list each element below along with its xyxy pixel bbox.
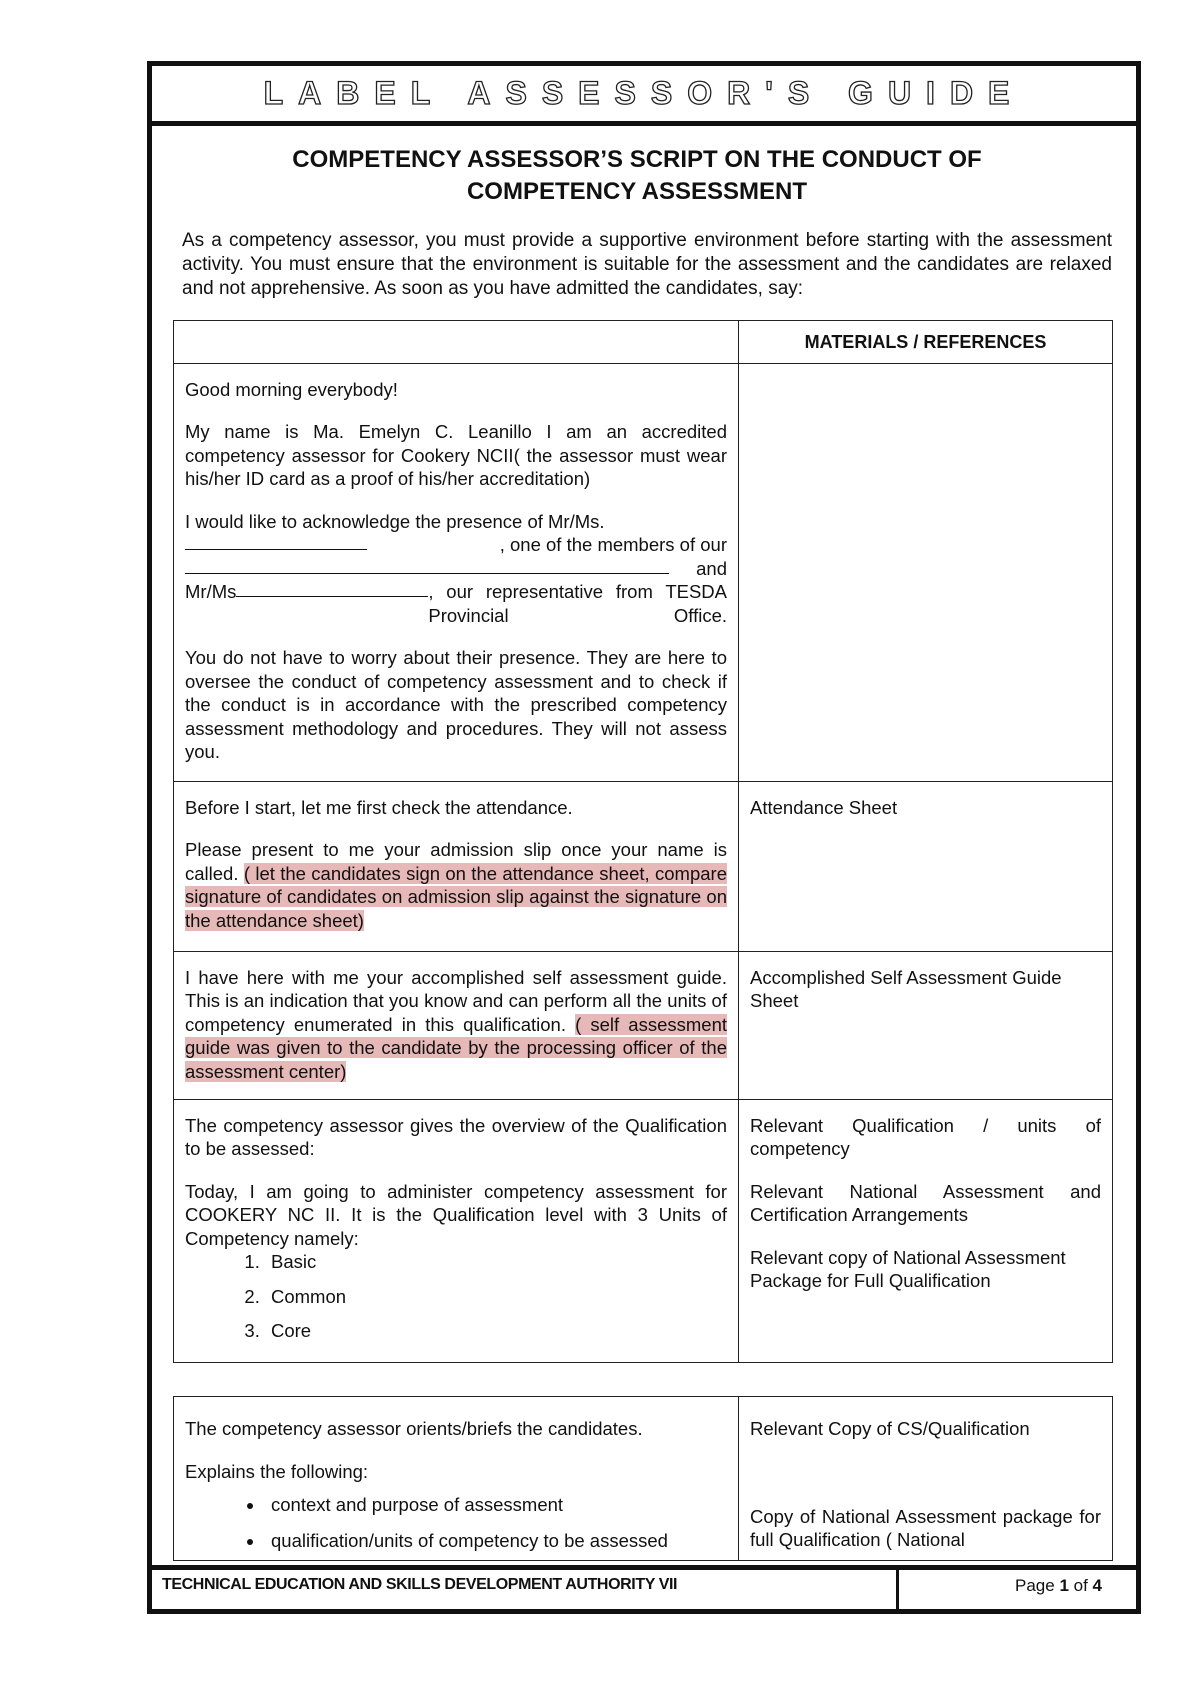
script-cell bbox=[174, 1397, 739, 1561]
intro-paragraph: As a competency assessor, you must provide a supportive environment before starting with the assessment activity. You must ensure that the environment is suitable for the assessment and the candidates are relaxed and not apprehensive. As soon as you have admitted the candidates, say: bbox=[182, 230, 1112, 299]
table-row bbox=[174, 951, 1113, 1099]
page-number: Page 1 of 4 bbox=[1015, 1576, 1102, 1595]
overview-text: The competency assessor gives the overview of the Qualification to be assessed: bbox=[185, 1114, 727, 1159]
greeting-text: Good morning everybody! bbox=[185, 378, 398, 400]
qualification-text: Today, I am going to administer competency assessment for COOKERY NC II. It is the Qualification level with 3 Units of Competency namely: bbox=[185, 1180, 727, 1249]
acknowledge-text: I would like to acknowledge the presence of Mr/Ms. , one of the members of our and Mr/Ms , our representative from TESDA Provincial Office. bbox=[185, 510, 727, 626]
table-row bbox=[174, 1397, 1113, 1561]
introduction-text: My name is Ma. Emelyn C. Leanillo I am an accredited competency assessor for Cookery NCII( the assessor must wear his/her ID card as a proof of his/her accreditation) bbox=[185, 421, 727, 489]
table-row bbox=[174, 1099, 1113, 1362]
script-cell bbox=[174, 951, 739, 1099]
header-band bbox=[152, 66, 1136, 126]
materials-cell bbox=[739, 781, 1113, 951]
table-row bbox=[174, 363, 1113, 781]
material-nap: Relevant copy of National Assessment Package for Full Qualification bbox=[750, 1246, 1066, 1291]
blank-line bbox=[185, 557, 669, 574]
list-item: 3. Core bbox=[265, 1319, 727, 1343]
materials-cell bbox=[739, 363, 1113, 781]
list-item: 2. Common bbox=[265, 1285, 727, 1309]
briefing-table bbox=[173, 1396, 1113, 1561]
assessor-note-highlight: ( let the candidates sign on the attendance sheet, compare signature of candidates on admission slip against the signature on the attendance sheet) bbox=[185, 862, 727, 931]
materials-cell bbox=[739, 1099, 1113, 1362]
material-nap-copy: Copy of National Assessment package for full Qualification ( National bbox=[750, 1505, 1101, 1550]
list-item: • qualification/units of competency to be assessed bbox=[265, 1529, 727, 1553]
list-item: 1. Basic bbox=[265, 1250, 727, 1274]
attendance-text: Before I start, let me first check the attendance. bbox=[185, 796, 573, 818]
script-cell bbox=[174, 781, 739, 951]
blank-line bbox=[185, 533, 367, 550]
explain-list bbox=[185, 1493, 727, 1552]
script-cell bbox=[174, 363, 739, 781]
reassurance-text: You do not have to worry about their presence. They are here to oversee the conduct of competency assessment and to check if the conduct is in accordance with the prescribed competency assessment methodology and procedures. They will not assess you. bbox=[185, 647, 727, 762]
document-title bbox=[212, 144, 1062, 208]
script-table bbox=[173, 320, 1113, 1363]
page-frame bbox=[147, 61, 1141, 1614]
admission-text: Please present to me your admission slip once your name is called. ( let the candidates sign on the attendance sheet, compare signature of candidates on admission slip against the signature on the attendance sheet) bbox=[185, 839, 727, 931]
material-self-assessment: Accomplished Self Assessment Guide Sheet bbox=[750, 966, 1062, 1011]
assessor-note-highlight: ( self assessment guide was given to the candidate by the processing officer of the assessment center) bbox=[185, 1013, 727, 1082]
material-nac: Relevant National Assessment and Certification Arrangements bbox=[750, 1180, 1101, 1225]
explains-text: Explains the following: bbox=[185, 1460, 369, 1482]
blank-line bbox=[236, 580, 428, 597]
materials-cell bbox=[739, 951, 1113, 1099]
page-footer bbox=[152, 1565, 1136, 1609]
materials-cell bbox=[739, 1397, 1113, 1561]
table-header-row bbox=[174, 321, 1113, 364]
header-empty-cell bbox=[174, 321, 739, 364]
script-cell bbox=[174, 1099, 739, 1362]
material-cs-copy: Relevant Copy of CS/Qualification bbox=[750, 1418, 1030, 1439]
units-list bbox=[185, 1250, 727, 1343]
footer-organization: TECHNICAL EDUCATION AND SKILLS DEVELOPMENT AUTHORITY VII bbox=[152, 1570, 899, 1609]
header-banner-text: LABEL ASSESSOR'S GUIDE bbox=[263, 75, 1025, 111]
materials-header: MATERIALS / REFERENCES bbox=[739, 321, 1113, 364]
self-assessment-text: I have here with me your accomplished self assessment guide. This is an indication that you know and can perform all the units of competency enumerated in this qualification. ( self assessment guide was given to the candidate by the processing officer of the assessment center) bbox=[185, 966, 727, 1082]
orient-text: The competency assessor orients/briefs the candidates. bbox=[185, 1418, 643, 1439]
material-attendance-sheet: Attendance Sheet bbox=[750, 796, 898, 818]
title-line-2: COMPETENCY ASSESSMENT bbox=[466, 178, 808, 205]
title-line-1: COMPETENCY ASSESSOR’S SCRIPT ON THE CONDUCT OF bbox=[292, 146, 982, 173]
list-item: • context and purpose of assessment bbox=[265, 1493, 727, 1517]
material-qualification: Relevant Qualification / units of competency bbox=[750, 1114, 1101, 1159]
table-row bbox=[174, 781, 1113, 951]
